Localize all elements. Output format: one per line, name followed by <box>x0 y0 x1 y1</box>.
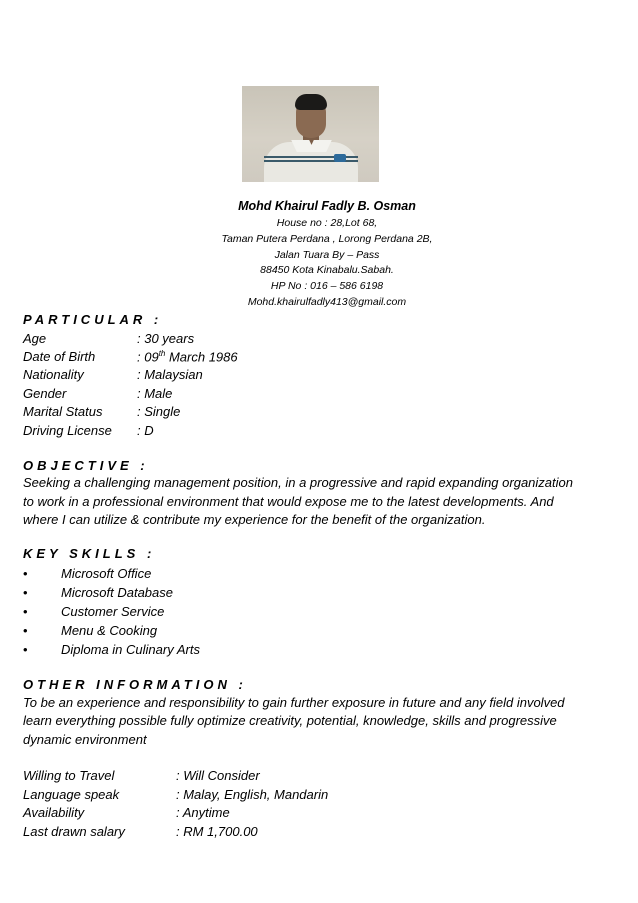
row-label: Driving License <box>23 423 112 438</box>
phone-number: HP No : 016 – 586 6198 <box>270 280 384 292</box>
row-value: : RM 1,700.00 <box>176 824 258 839</box>
skill-label: Customer Service <box>61 604 165 619</box>
bullet-icon: • <box>23 585 28 600</box>
bullet-icon: • <box>23 642 28 657</box>
profile-photo <box>242 86 379 182</box>
row-label: Date of Birth <box>23 349 96 364</box>
row-value: : Anytime <box>176 805 230 820</box>
skill-label: Menu & Cooking <box>61 623 158 638</box>
address-line: House no : 28,Lot 68, <box>276 217 378 229</box>
bullet-icon: • <box>23 566 28 581</box>
other-info-line: dynamic environment <box>23 732 147 747</box>
row-value: : Male <box>137 386 173 401</box>
row-label: Nationality <box>23 367 84 382</box>
row-label: Language speak <box>23 787 120 802</box>
address-line: Jalan Tuara By – Pass <box>274 249 380 261</box>
row-value: : Will Consider <box>176 768 260 783</box>
other-information-heading: OTHER INFORMATION : <box>23 677 247 692</box>
row-label: Availability <box>23 805 85 820</box>
objective-line: to work in a professional environment that would expose me to the latest developments. And <box>23 494 554 509</box>
row-label: Gender <box>23 386 67 401</box>
row-label: Last drawn salary <box>23 824 125 839</box>
candidate-name: Mohd Khairul Fadly B. Osman <box>238 199 416 213</box>
row-value: : 30 years <box>137 331 195 346</box>
objective-line: Seeking a challenging management position, in a progressive and rapid expanding organization <box>23 475 573 490</box>
objective-line: where I can utilize & contribute my experience for the benefit of the organization. <box>23 512 486 527</box>
bullet-icon: • <box>23 623 28 638</box>
row-value: : Malay, English, Mandarin <box>176 787 329 802</box>
row-label: Willing to Travel <box>23 768 115 783</box>
other-info-line: To be an experience and responsibility to gain further exposure in future and any field involved <box>23 695 565 710</box>
row-label: Marital Status <box>23 404 103 419</box>
row-value: : Single <box>137 404 181 419</box>
particular-heading: PARTICULAR : <box>23 312 163 327</box>
skill-label: Microsoft Database <box>61 585 173 600</box>
bullet-icon: • <box>23 604 28 619</box>
address-line: Taman Putera Perdana , Lorong Perdana 2B, <box>221 233 433 245</box>
key-skills-heading: KEY SKILLS : <box>23 546 156 561</box>
other-info-line: learn everything possible fully optimize creativity, potential, knowledge, skills and progressive <box>23 713 557 728</box>
objective-heading: OBJECTIVE : <box>23 458 149 473</box>
skill-label: Microsoft Office <box>61 566 152 581</box>
address-line: 88450 Kota Kinabalu.Sabah. <box>260 264 394 276</box>
email-address: Mohd.khairulfadly413@gmail.com <box>247 296 407 308</box>
row-value: : Malaysian <box>137 367 203 382</box>
row-label: Age <box>23 331 47 346</box>
row-value: : D <box>137 423 154 438</box>
row-value: : 09th March 1986 <box>137 349 238 365</box>
skill-label: Diploma in Culinary Arts <box>61 642 200 657</box>
